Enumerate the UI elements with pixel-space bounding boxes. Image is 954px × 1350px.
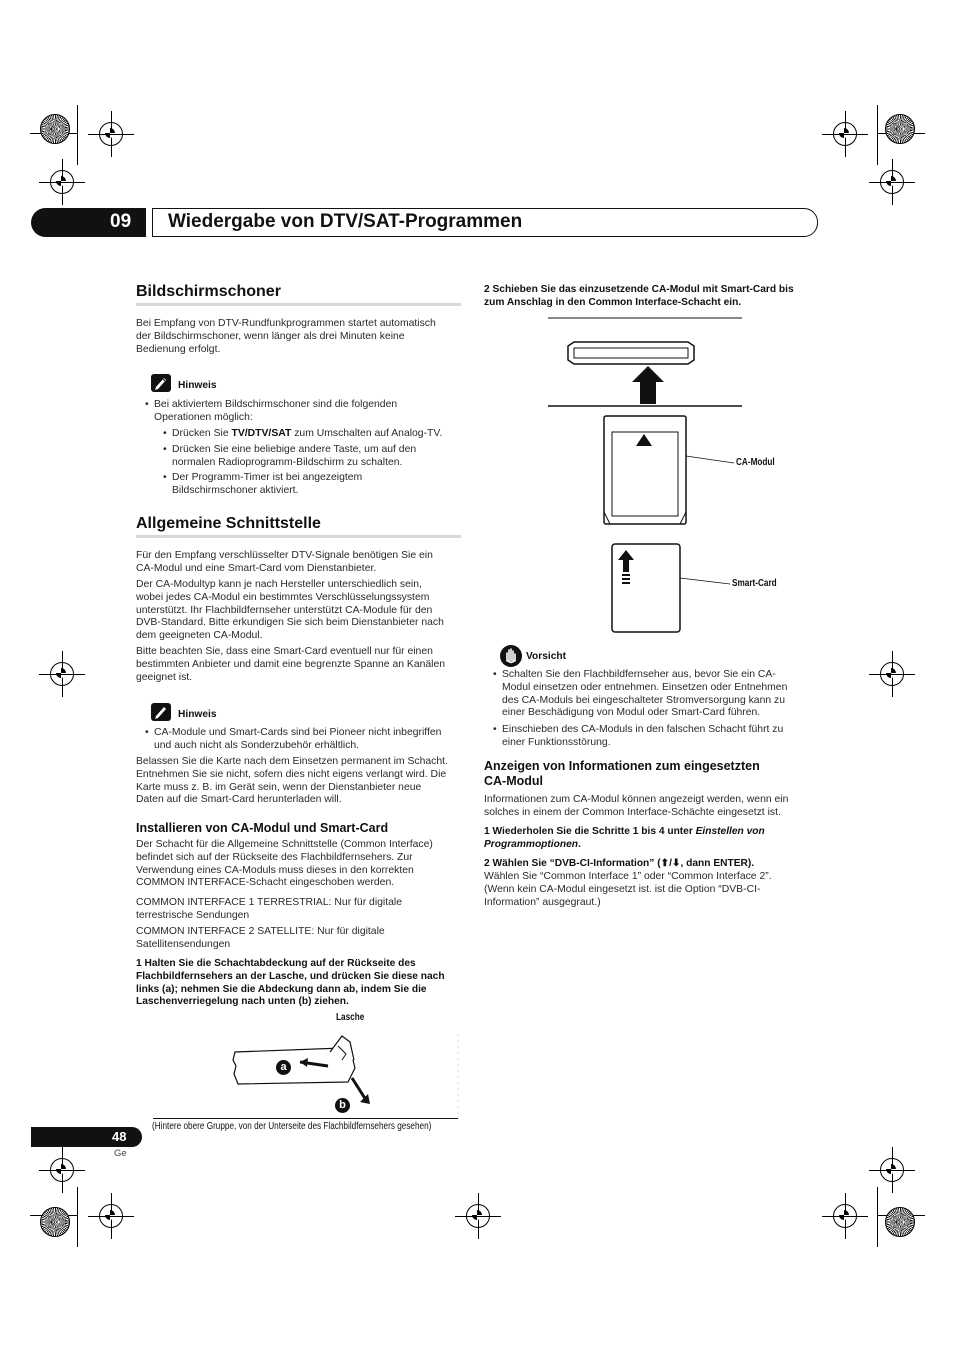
step-1: 1 Halten Sie die Schachtabdeckung auf der Rückseite des Flachbildfernsehers an der Lasche, und drücken Sie diese nach links (a); nehmen Sie die Abdeckung dann ab, indem Sie die Laschenverriegelung nach unten (b) ziehen. [136,958,445,1008]
registration-star-icon [885,1207,915,1237]
language-code: Ge [114,1148,127,1159]
note-icon [151,703,171,721]
ca-module-label: CA-Modul [736,457,775,468]
heading-rule [136,303,461,306]
registration-mark-icon [50,662,74,686]
registration-mark-icon [880,170,904,194]
crop-mark [877,1187,878,1247]
caution-bullet: • Schalten Sie den Flachbildfernseher aus, bevor Sie ein CA- Modul einsetzen oder entnehmen. Einsetzen oder Entnehmen des CA-Moduls bei eingeschalteter Stromversorgung kann zu einer Beschädigung von Modul oder Smart-Card führen. [502,669,812,720]
paragraph: Belassen Sie die Karte nach dem Einsetzen permanent im Schacht. Entnehmen Sie sie nicht, sofern dies nicht eigens verlangt wird. Die Karte muss z. B. im Gerät sein, wenn der Dienstanbieter neue Daten auf die Smart-Card herunterladen will. [136,756,448,806]
crop-mark [77,105,78,165]
paragraph: Wählen Sie “Common Interface 1” oder “Common Interface 2”. (Wenn kein CA-Modul eingesetzt ist. ist die Option “DVB-CI- Information” ausgegraut.) [484,871,772,908]
note-bullet: • Bei aktiviertem Bildschirmschoner sind die folgenden Operationen möglich: [154,399,464,425]
paragraph: Für den Empfang verschlüsselter DTV-Signale benötigen Sie ein CA-Modul und eine Smart-Card vom Dienstanbieter. [136,550,433,574]
paragraph: Der Schacht für die Allgemeine Schnittstelle (Common Interface) befindet sich auf der Rückseite des Flachbildfernsehers. Zur Verwendung eines CA-Moduls muss dieses in den korrekten COMMON INTERFACE-Schacht eingeschoben werden. [136,839,433,889]
chapter-title: Wiedergabe von DTV/SAT-Programmen [168,211,523,232]
info-step-1: 1 Wiederholen Sie die Schritte 1 bis 4 unter Einstellen von Programmoptionen. [484,826,765,850]
paragraph: COMMON INTERFACE 1 TERRESTRIAL: Nur für digitale terrestrische Sendungen [136,897,402,921]
note-icon [151,374,171,392]
figure-caption: (Hintere obere Gruppe, von der Unterseite des Flachbildfernsehers gesehen) [152,1121,432,1132]
section-heading-bildschirmschoner: Bildschirmschoner [136,283,281,300]
note-label: Hinweis [178,380,217,391]
caution-bullet: • Einschieben des CA-Moduls in den falschen Schacht führt zu einer Funktionsstörung. [502,724,812,750]
registration-mark-icon [99,1204,123,1228]
caution-hand-icon [500,645,522,667]
note-bullet: • CA-Module und Smart-Cards sind bei Pioneer nicht inbegriffen und auch nicht als Sonderzubehör erhältlich. [154,727,464,753]
note-label: Hinweis [178,709,217,720]
registration-mark-icon [50,1158,74,1182]
registration-star-icon [40,114,70,144]
sub-bullet: • Der Programm-Timer ist bei angezeigtem Bildschirmschoner aktiviert. [172,472,464,498]
page-number: 48 [112,1129,127,1144]
up-down-arrow-icon: ⬆/⬇ [660,858,681,869]
registration-star-icon [40,1207,70,1237]
step-2: 2 Schieben Sie das einzusetzende CA-Modul mit Smart-Card bis zum Anschlag in den Common Interface-Schacht ein. [484,284,794,308]
subheading-anzeigen: Anzeigen von Informationen zum eingesetzten CA-Modul [484,759,760,788]
registration-mark-icon [880,1158,904,1182]
paragraph: Der CA-Modultyp kann je nach Hersteller unterschiedlich sein, wobei jedes CA-Modul ein bestimmtes Verschlüsselungssystem unterstützt. Ihr Flachbildfernseher unterstützt CA-Module für den DVB-Standard. Bitte erkundigen Sie sich beim Dienstanbieter nach dem geeigneten CA-Modul. [136,579,444,642]
crop-mark [77,1187,78,1247]
paragraph: Bitte beachten Sie, dass eine Smart-Card eventuell nur für einen bestimmten Anbieter und damit eine begrenzte Spanne an Kanälen geeignet ist. [136,646,446,683]
sub-bullet: • Drücken Sie eine beliebige andere Taste, um auf den normalen Radioprogramm-Bildschirm zu schalten. [172,444,464,470]
chapter-number: 09 [110,211,132,232]
crop-mark [877,105,878,165]
smart-card-label: Smart-Card [732,578,777,589]
sub-bullet: • Drücken Sie TV/DTV/SAT zum Umschalten auf Analog-TV. [172,428,464,441]
callout-b: b [335,1098,350,1113]
registration-mark-icon [833,1204,857,1228]
ca-module-diagram [548,316,748,636]
caution-label: Vorsicht [526,651,567,662]
section-heading-schnittstelle: Allgemeine Schnittstelle [136,515,321,532]
registration-mark-icon [99,122,123,146]
paragraph: COMMON INTERFACE 2 SATELLITE: Nur für digitale Satellitensendungen [136,926,385,950]
info-step-2: 2 Wählen Sie “DVB-CI-Information” (⬆/⬇, dann ENTER). [484,858,755,869]
callout-a: a [276,1060,291,1075]
registration-mark-icon [50,170,74,194]
paragraph: Bei Empfang von DTV-Rundfunkprogrammen startet automatisch der Bildschirmschoner, wenn länger als drei Minuten keine Bedienung erfolgt. [136,318,436,355]
registration-star-icon [885,114,915,144]
lasche-label: Lasche [336,1012,365,1023]
heading-rule [136,535,461,538]
registration-mark-icon [833,122,857,146]
registration-mark-icon [466,1204,490,1228]
caption-rule [153,1118,458,1119]
registration-mark-icon [880,662,904,686]
subheading-install: Installieren von CA-Modul und Smart-Card [136,821,389,835]
paragraph: Informationen zum CA-Modul können angezeigt werden, wenn ein solches in einem der Common Interface-Schächte eingesetzt ist. [484,794,789,818]
